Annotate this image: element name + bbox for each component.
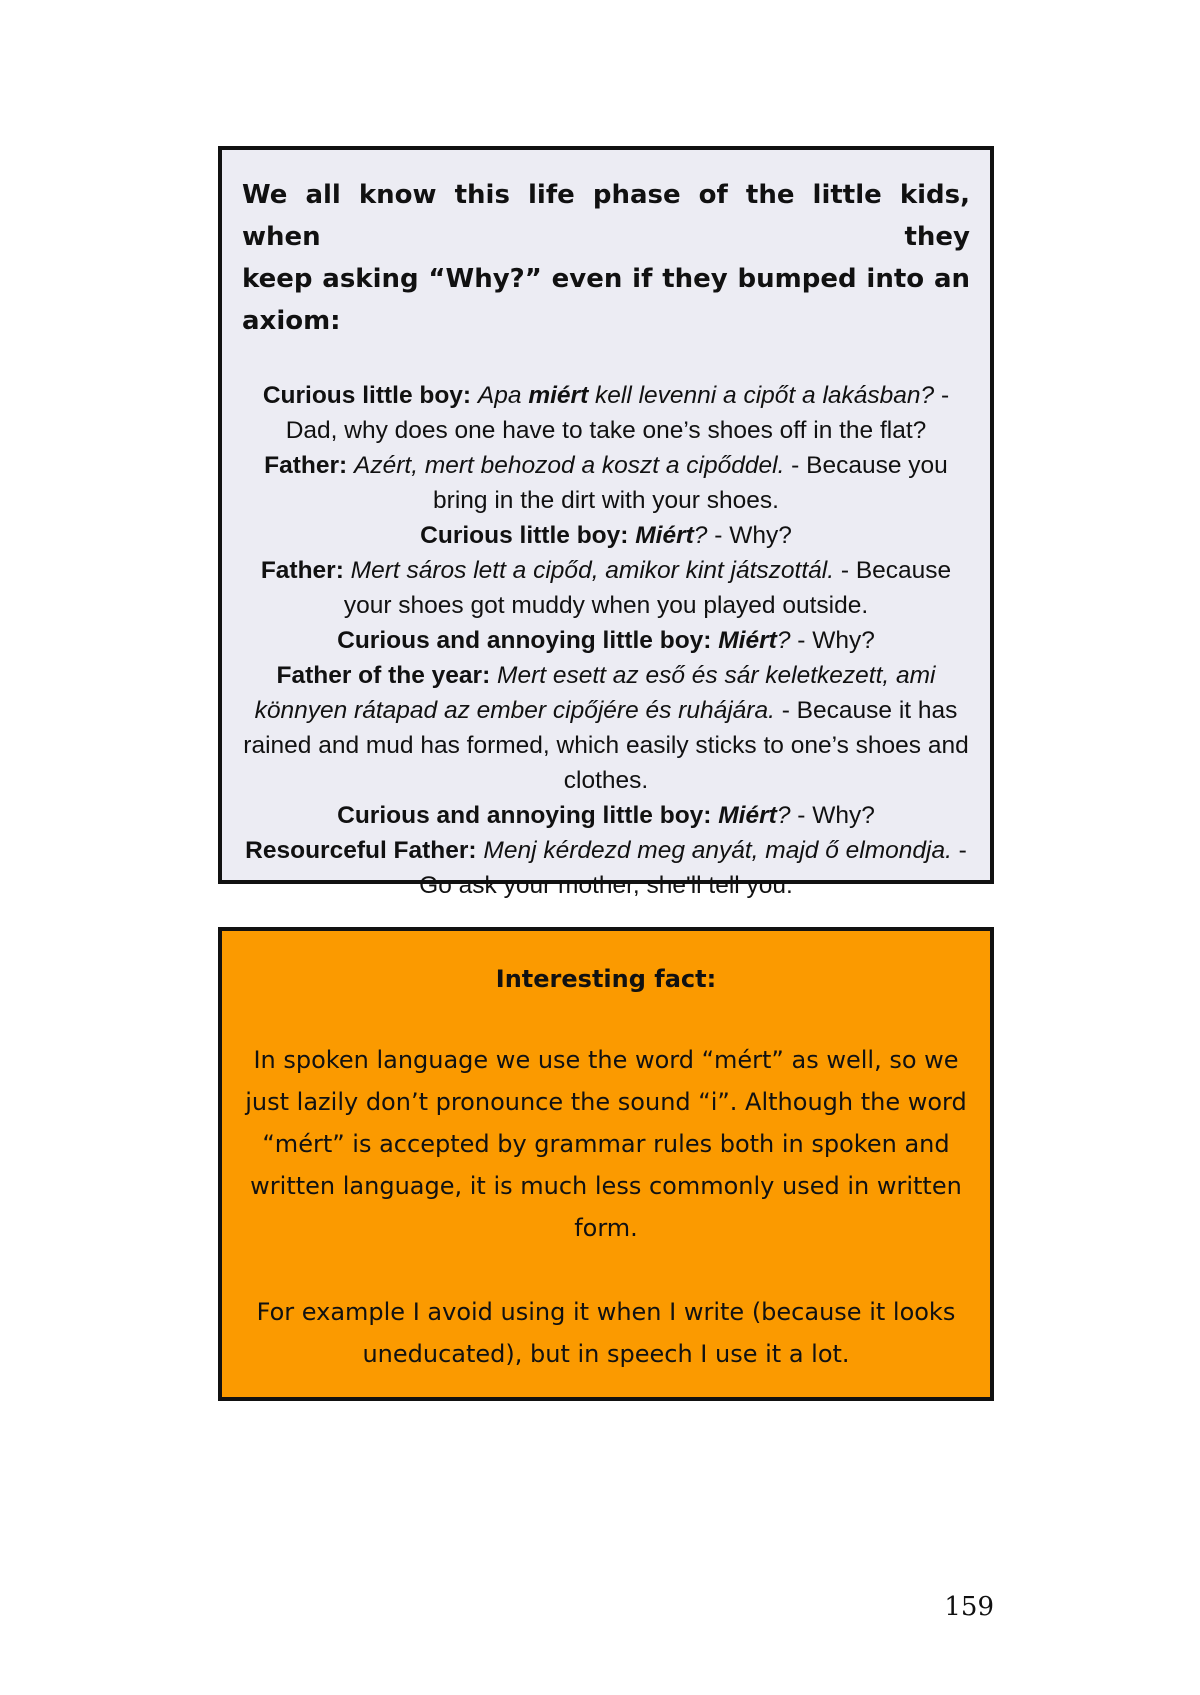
- speaker-label: Resourceful Father:: [245, 837, 477, 864]
- speaker-label: Father of the year:: [276, 662, 491, 689]
- dialogue-box: [218, 146, 994, 899]
- dialogue-line: [242, 448, 970, 518]
- intro-line-2: keep asking “Why?” even if they bumped into an axiom:: [242, 264, 970, 336]
- hungarian-text: Azért, mert behozod a koszt a cipőddel.: [354, 452, 785, 479]
- intro-line-1: We all know this life phase of the little kids, when they: [242, 180, 970, 252]
- dialogue: [242, 378, 970, 903]
- fact-title: Interesting fact:: [495, 965, 717, 993]
- english-text: - Why?: [707, 522, 792, 549]
- speaker-label: Curious little boy:: [262, 382, 472, 409]
- dialogue-line: [242, 623, 970, 658]
- dialogue-line: [242, 798, 970, 833]
- dialogue-line: [242, 658, 970, 798]
- english-text: - Why?: [790, 802, 875, 829]
- hungarian-text: Miért?: [635, 522, 708, 549]
- dialogue-line: [242, 553, 970, 623]
- dialogue-line: [242, 833, 970, 903]
- speaker-label: Father:: [264, 452, 348, 479]
- hungarian-text: Apa miért kell levenni a cipőt a lakásban?: [477, 382, 935, 409]
- english-text: - Why?: [790, 627, 875, 654]
- dialogue-line: [242, 378, 970, 448]
- hungarian-text: Mert esett az eső és sár keletkezett, ami könnyen rátapad az ember cipőjére és ruhájára.: [254, 662, 936, 724]
- page-number: 159: [944, 1592, 994, 1622]
- hungarian-text: Mert sáros lett a cipőd, amikor kint játszottál.: [350, 557, 835, 584]
- english-text: - Dad, why does one have to take one’s shoes off in the flat?: [285, 382, 950, 444]
- fact-paragraph-2: For example I avoid using it when I write (because it looks uneducated), but in speech I use it a lot.: [256, 1298, 956, 1368]
- english-text: - Go ask your mother, she'll tell you.: [419, 837, 967, 899]
- dialogue-line: [242, 518, 970, 553]
- speaker-label: Curious and annoying little boy:: [337, 627, 712, 654]
- interesting-fact-box: [218, 927, 994, 1401]
- speaker-label: Curious and annoying little boy:: [337, 802, 712, 829]
- fact-paragraph-1: In spoken language we use the word “mért” as well, so we just lazily don’t pronounce the sound “i”. Although the word “mért” is accepted by grammar rules both in spoken and written language, it is much less commonly used in written form.: [245, 1046, 967, 1242]
- speaker-label: Father:: [260, 557, 344, 584]
- english-text: - Because your shoes got muddy when you played outside.: [343, 557, 952, 619]
- hungarian-text: Miért?: [718, 802, 791, 829]
- hungarian-text: Miért?: [718, 627, 791, 654]
- english-text: - Because it has rained and mud has formed, which easily sticks to one’s shoes and clothes.: [243, 697, 969, 794]
- intro-text: [242, 174, 970, 342]
- speaker-label: Curious little boy:: [420, 522, 629, 549]
- hungarian-text: Menj kérdezd meg anyát, majd ő elmondja.: [483, 837, 952, 864]
- english-text: - Because you bring in the dirt with your shoes.: [433, 452, 948, 514]
